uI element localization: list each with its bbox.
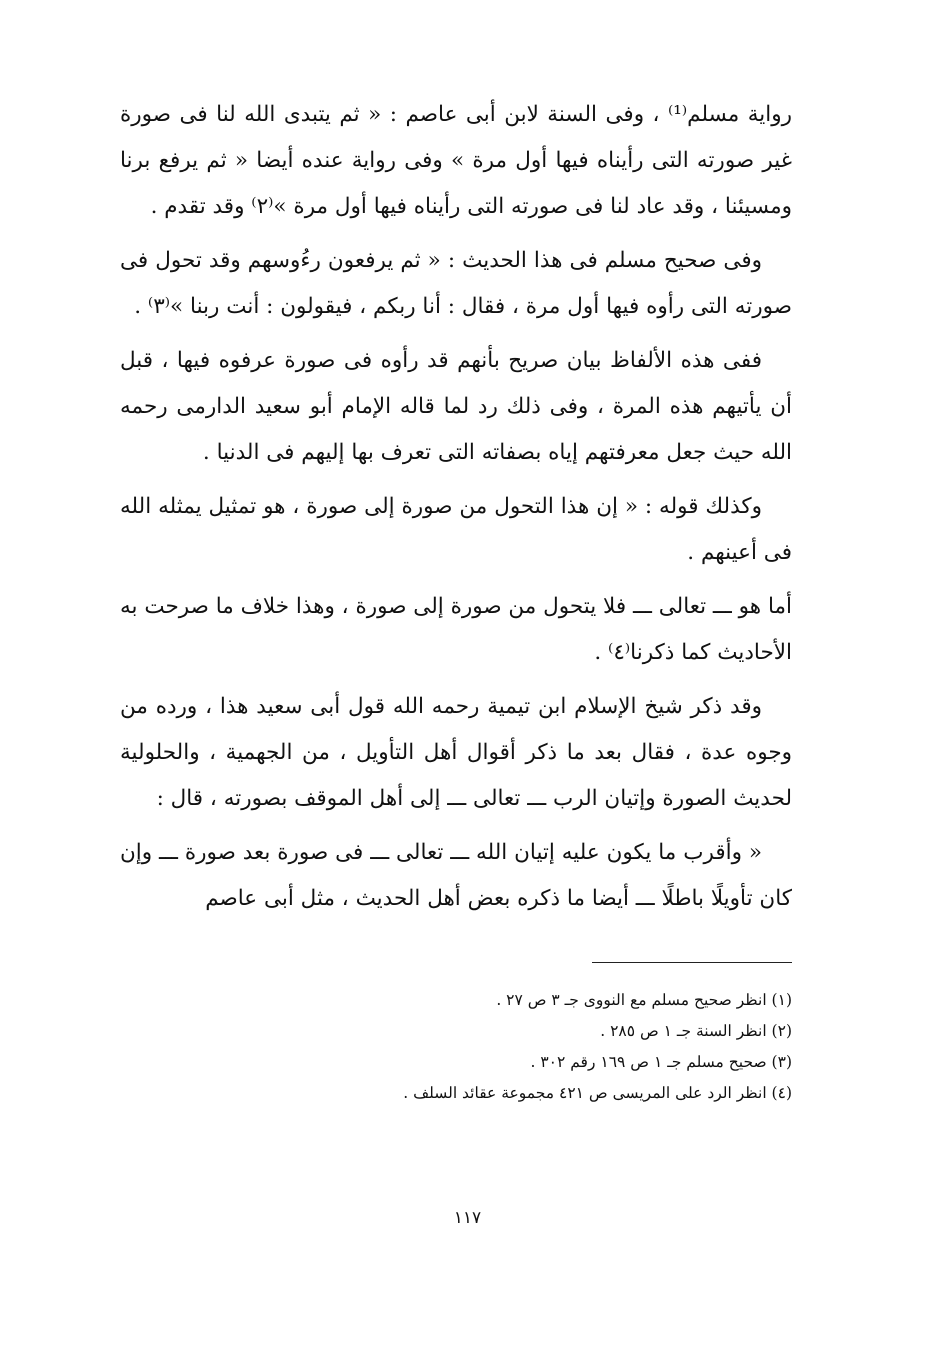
footnote-1: (١) انظر صحيح مسلم مع النووى جـ ٣ ص ٢٧ . — [496, 991, 792, 1009]
paragraph-4: وكذلك قوله : « إن هذا التحول من صورة إلى صورة ، هو تمثيل يمثله الله فى أعينهم . — [120, 494, 792, 565]
footnote-3: (٣) صحيح مسلم جـ ١ ص ١٦٩ رقم ٣٠٢ . — [530, 1053, 792, 1071]
paragraph-6: وقد ذكر شيخ الإسلام ابن تيمية رحمه الله قول أبى سعيد هذا ، ورده من وجوه عدة ، فقال بعد ما ذكر أقوال أهل التأويل ، من الجهمية ، والحلولية لحديث الصورة وإتيان الرب ـــ تعالى ـــ إلى أهل الموقف بصورته ، قال : — [120, 694, 792, 811]
paragraph-5: أما هو ـــ تعالى ـــ فلا يتحول من صورة إلى صورة ، وهذا خلاف ما صرحت به الأحاديث كما ذكرنا⁽٤⁾ . — [120, 594, 792, 665]
footnote-4: (٤) انظر الرد على المريسى ص ٤٢١ مجموعة عقائد السلف . — [403, 1084, 792, 1102]
page-body — [120, 92, 792, 1109]
paragraph-3: ففى هذه الألفاظ بيان صريح بأنهم قد رأوه فى صورة عرفوه فيها ، قبل أن يأتيهم هذه المرة ، وفى ذلك رد لما قاله الإمام أبو سعيد الدارمى رحمه الله حيث جعل معرفتهم إياه بصفاته التى تعرف بها إليهم فى الدنيا . — [120, 348, 792, 465]
footnote-2: (٢) انظر السنة جـ ١ ص ٢٨٥ . — [600, 1022, 792, 1040]
paragraph-2: وفى صحيح مسلم فى هذا الحديث : « ثم يرفعون رءُوسهم وقد تحول فى صورته التى رأوه فيها أول مرة ، فقال : أنا ربكم ، فيقولون : أنت ربنا »⁽٣⁾ . — [120, 248, 792, 319]
page-number: ١١٧ — [453, 1208, 482, 1228]
footnote-divider — [592, 962, 792, 963]
paragraph-7: « وأقرب ما يكون عليه إتيان الله ـــ تعالى ـــ فى صورة بعد صورة ـــ وإن كان تأويلًا باطلًا ـــ أيضا ما ذكره بعض أهل الحديث ، مثل أبى عاصم — [120, 840, 792, 911]
paragraph-1: رواية مسلم⁽¹⁾ ، وفى السنة لابن أبى عاصم : « ثم يتبدى الله لنا فى صورة غير صورته التى رأيناه فيها أول مرة » وفى رواية عنده أيضا « ثم يرفع برنا ومسيئنا ، وقد عاد لنا فى صورته التى رأيناه فيها أول مرة »⁽٢⁾ وقد تقدم . — [120, 102, 792, 219]
